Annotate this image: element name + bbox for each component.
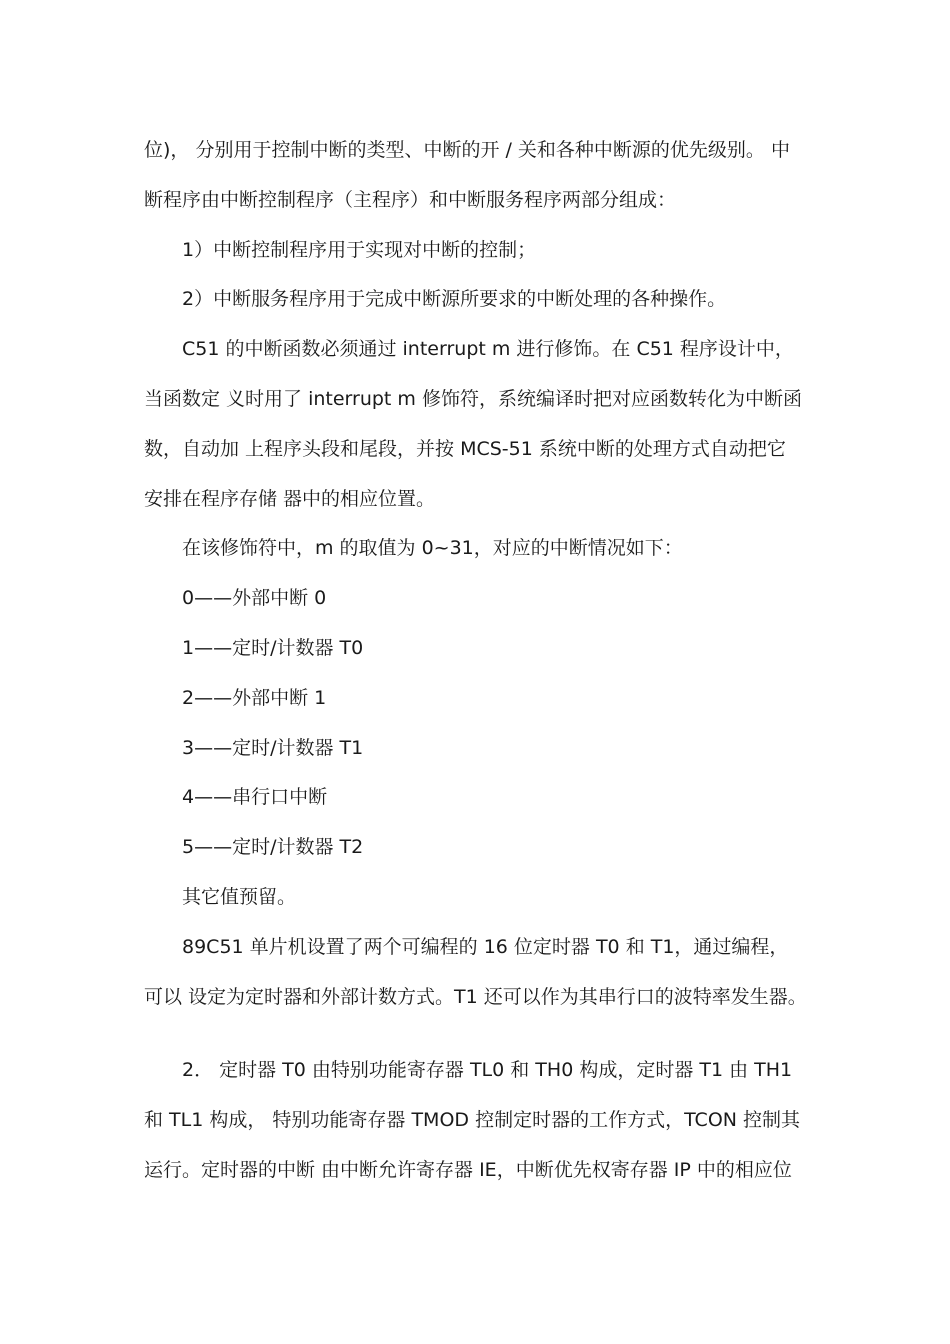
text-line: 在该修饰符中，m 的取值为 0~31，对应的中断情况如下： [182,537,683,560]
list-item: 2——外部中断 1 [182,686,327,709]
text-line: 断程序由中断控制程序（主程序）和中断服务程序两部分组成： [144,188,677,211]
list-item: 2）中断服务程序用于完成中断源所要求的中断处理的各种操作。 [182,288,727,311]
document-body [144,126,814,1196]
list-item: 0——外部中断 0 [182,587,327,610]
list-item: 3——定时/计数器 T1 [182,736,364,759]
text-line: 安排在程序存储 器中的相应位置。 [144,487,436,510]
list-item: 5——定时/计数器 T2 [182,836,364,859]
text-line: 其它值预留。 [182,885,297,908]
text-line: 和 TL1 构成， 特别功能寄存器 TMOD 控制定时器的工作方式，TCON 控制其 [144,1109,801,1132]
text-line: 位)， 分别用于控制中断的类型、中断的开 / 关和各种中断源的优先级别。 中 [144,139,790,161]
paragraph-gap [144,1022,814,1046]
text-line: 运行。定时器的中断 由中断允许寄存器 IE，中断优先权寄存器 IP 中的相应位 [144,1158,792,1181]
text-line: 2． 定时器 T0 由特别功能寄存器 TL0 和 TH0 构成，定时器 T1 由 TH1 [182,1059,793,1082]
text-line: 89C51 单片机设置了两个可编程的 16 位定时器 T0 和 T1，通过编程， [182,935,789,958]
list-item: 1）中断控制程序用于实现对中断的控制； [182,238,537,261]
list-item: 1——定时/计数器 T0 [182,636,364,659]
text-line: 数，自动加 上程序头段和尾段，并按 MCS-51 系统中断的处理方式自动把它 [144,437,786,460]
text-line: 可以 设定为定时器和外部计数方式。T1 还可以作为其串行口的波特率发生器。 [144,985,807,1008]
text-line: C51 的中断函数必须通过 interrupt m 进行修饰。在 C51 程序设计中， [182,338,794,361]
text-line: 当函数定 义时用了 interrupt m 修饰符，系统编译时把对应函数转化为中断函 [144,387,802,410]
list-item: 4——串行口中断 [182,786,328,809]
